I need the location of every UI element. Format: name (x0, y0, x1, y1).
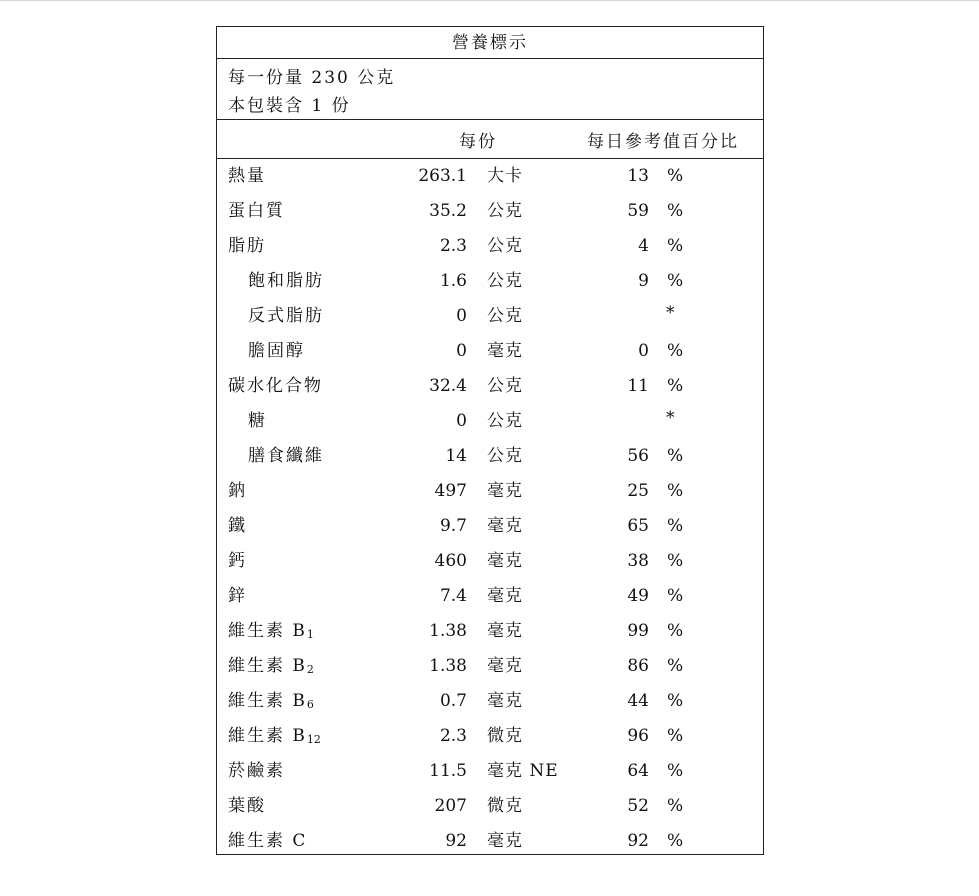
nutrient-unit: 公克 (487, 236, 523, 256)
percent-sign: % (667, 586, 684, 606)
daily-value-percent: 96 (627, 726, 649, 746)
nutrient-name-text: 糖 (248, 411, 267, 431)
nutrient-name (228, 579, 247, 614)
column-header-per-serving: 每份 (459, 132, 497, 152)
nutrient-name-text: 鐵 (228, 516, 247, 536)
nutrient-subscript: 6 (306, 698, 314, 711)
nutrient-name (228, 509, 247, 544)
column-header-daily-value: 每日參考值百分比 (587, 132, 739, 152)
nutrient-row (217, 299, 763, 334)
nutrient-unit: 毫克 (487, 341, 523, 361)
nutrient-unit: 毫克 (487, 551, 523, 571)
nutrient-unit: 毫克 (487, 516, 523, 536)
nutrient-unit: 毫克 NE (487, 761, 559, 781)
nutrient-row (217, 649, 763, 684)
nutrient-name (228, 544, 247, 579)
nutrient-amount: 0.7 (439, 691, 467, 711)
nutrient-amount: 0 (456, 306, 467, 326)
daily-value-percent: 64 (627, 761, 649, 781)
percent-sign: % (667, 201, 684, 221)
nutrient-name (228, 719, 321, 754)
serving-size: 每一份量 230 公克 (228, 68, 396, 88)
nutrient-unit: 毫克 (487, 831, 523, 851)
nutrient-amount: 1.38 (429, 621, 467, 641)
nutrient-amount: 1.6 (439, 271, 467, 291)
not-established-marker: * (666, 408, 675, 428)
daily-value-percent: 56 (627, 446, 649, 466)
nutrient-row (217, 544, 763, 579)
nutrient-amount: 92 (445, 831, 467, 851)
nutrient-row (217, 474, 763, 509)
nutrient-row (217, 159, 763, 194)
nutrient-amount: 14 (445, 446, 467, 466)
nutrient-name (228, 824, 307, 859)
nutrient-row (217, 509, 763, 544)
percent-sign: % (667, 271, 684, 291)
nutrient-unit: 公克 (487, 201, 523, 221)
daily-value-percent: 25 (627, 481, 649, 501)
nutrient-amount: 207 (434, 796, 467, 816)
nutrition-label (216, 26, 764, 855)
nutrient-amount: 497 (434, 481, 467, 501)
daily-value-percent: 13 (627, 166, 649, 186)
nutrient-amount: 0 (456, 341, 467, 361)
servings-per-package: 本包裝含 1 份 (228, 96, 351, 116)
nutrient-name (248, 404, 267, 439)
nutrient-amount: 2.3 (439, 726, 467, 746)
nutrient-row (217, 579, 763, 614)
nutrient-name-text: 膽固醇 (248, 341, 305, 361)
percent-sign: % (667, 691, 684, 711)
nutrient-name-text: 鈣 (228, 551, 247, 571)
nutrient-name (248, 264, 324, 299)
nutrient-name-text: 維生素 C (228, 831, 308, 851)
nutrient-name (248, 299, 324, 334)
nutrient-row (217, 369, 763, 404)
nutrient-amount: 9.7 (439, 516, 467, 536)
daily-value-percent: 52 (627, 796, 649, 816)
percent-sign: % (667, 656, 684, 676)
nutrient-name-text: 維生素 B (228, 691, 307, 711)
nutrient-unit: 毫克 (487, 691, 523, 711)
nutrient-amount: 2.3 (439, 236, 467, 256)
nutrient-name-text: 蛋白質 (228, 201, 285, 221)
daily-value-percent (587, 299, 649, 334)
nutrient-unit: 毫克 (487, 621, 523, 641)
nutrient-name-text: 碳水化合物 (228, 376, 323, 396)
nutrient-amount: 263.1 (418, 166, 467, 186)
daily-value-percent: 92 (627, 831, 649, 851)
nutrient-row (217, 614, 763, 649)
nutrient-name (248, 439, 324, 474)
daily-value-percent: 11 (627, 376, 649, 396)
daily-value-percent: 44 (627, 691, 649, 711)
nutrient-unit: 毫克 (487, 586, 523, 606)
percent-sign: % (667, 621, 684, 641)
daily-value-percent: 9 (638, 271, 649, 291)
nutrient-name (228, 754, 285, 789)
nutrient-amount: 0 (456, 411, 467, 431)
percent-sign: % (667, 831, 684, 851)
percent-sign: % (667, 166, 684, 186)
daily-value-percent (587, 404, 649, 439)
nutrient-subscript: 2 (306, 663, 314, 676)
percent-sign: % (667, 551, 684, 571)
nutrient-name (248, 334, 305, 369)
nutrient-row (217, 264, 763, 299)
percent-sign: % (667, 726, 684, 746)
nutrient-name (228, 614, 314, 649)
nutrient-amount: 1.38 (429, 656, 467, 676)
percent-sign: % (667, 236, 684, 256)
page-top-rule (0, 0, 979, 1)
daily-value-percent: 86 (627, 656, 649, 676)
nutrient-subscript: 1 (306, 628, 314, 641)
nutrient-name (228, 229, 266, 264)
nutrient-name-text: 鈉 (228, 481, 247, 501)
nutrient-unit: 公克 (487, 411, 523, 431)
percent-sign: % (667, 796, 684, 816)
nutrient-name-text: 維生素 B (228, 621, 307, 641)
nutrient-unit: 公克 (487, 376, 523, 396)
nutrient-name-text: 反式脂肪 (248, 306, 324, 326)
nutrient-unit: 大卡 (487, 166, 523, 186)
nutrient-row (217, 719, 763, 754)
percent-sign: % (667, 481, 684, 501)
daily-value-percent: 99 (627, 621, 649, 641)
nutrient-name (228, 649, 314, 684)
nutrient-unit: 微克 (487, 796, 523, 816)
nutrient-amount: 460 (434, 551, 467, 571)
nutrient-row (217, 404, 763, 439)
daily-value-percent: 59 (627, 201, 649, 221)
nutrient-name (228, 194, 285, 229)
label-title: 營養標示 (452, 33, 528, 53)
daily-value-percent: 38 (627, 551, 649, 571)
nutrient-amount: 7.4 (439, 586, 467, 606)
title-divider (217, 58, 763, 59)
nutrient-unit: 公克 (487, 446, 523, 466)
nutrient-unit: 毫克 (487, 481, 523, 501)
nutrient-amount: 11.5 (429, 761, 467, 781)
percent-sign: % (667, 761, 684, 781)
nutrient-name-text: 菸鹼素 (228, 761, 285, 781)
nutrient-name-text: 脂肪 (228, 236, 266, 256)
not-established-marker: * (666, 303, 675, 323)
nutrient-row (217, 439, 763, 474)
nutrient-subscript: 12 (306, 733, 321, 746)
nutrient-name (228, 159, 266, 194)
nutrient-name (228, 789, 266, 824)
nutrient-name-text: 飽和脂肪 (248, 271, 324, 291)
nutrient-row (217, 684, 763, 719)
nutrient-row (217, 824, 763, 859)
nutrient-row (217, 754, 763, 789)
percent-sign: % (667, 446, 684, 466)
percent-sign: % (667, 341, 684, 361)
nutrient-name (228, 684, 314, 719)
serving-divider (217, 119, 763, 120)
nutrient-row (217, 334, 763, 369)
nutrient-name (228, 474, 247, 509)
nutrient-unit: 公克 (487, 271, 523, 291)
daily-value-percent: 0 (638, 341, 649, 361)
nutrient-name (228, 369, 323, 404)
nutrient-amount: 35.2 (429, 201, 467, 221)
daily-value-percent: 65 (627, 516, 649, 536)
nutrient-name-text: 維生素 B (228, 656, 307, 676)
nutrient-unit: 微克 (487, 726, 523, 746)
percent-sign: % (667, 516, 684, 536)
nutrient-name-text: 膳食纖維 (248, 446, 324, 466)
nutrient-name-text: 熱量 (228, 166, 266, 186)
nutrient-row (217, 789, 763, 824)
nutrient-unit: 毫克 (487, 656, 523, 676)
daily-value-percent: 49 (627, 586, 649, 606)
nutrient-name-text: 維生素 B (228, 726, 307, 746)
nutrient-amount: 32.4 (429, 376, 467, 396)
nutrient-row (217, 194, 763, 229)
percent-sign: % (667, 376, 684, 396)
nutrient-row (217, 229, 763, 264)
nutrient-unit: 公克 (487, 306, 523, 326)
nutrient-name-text: 鋅 (228, 586, 247, 606)
nutrient-name-text: 葉酸 (228, 796, 266, 816)
daily-value-percent: 4 (638, 236, 649, 256)
